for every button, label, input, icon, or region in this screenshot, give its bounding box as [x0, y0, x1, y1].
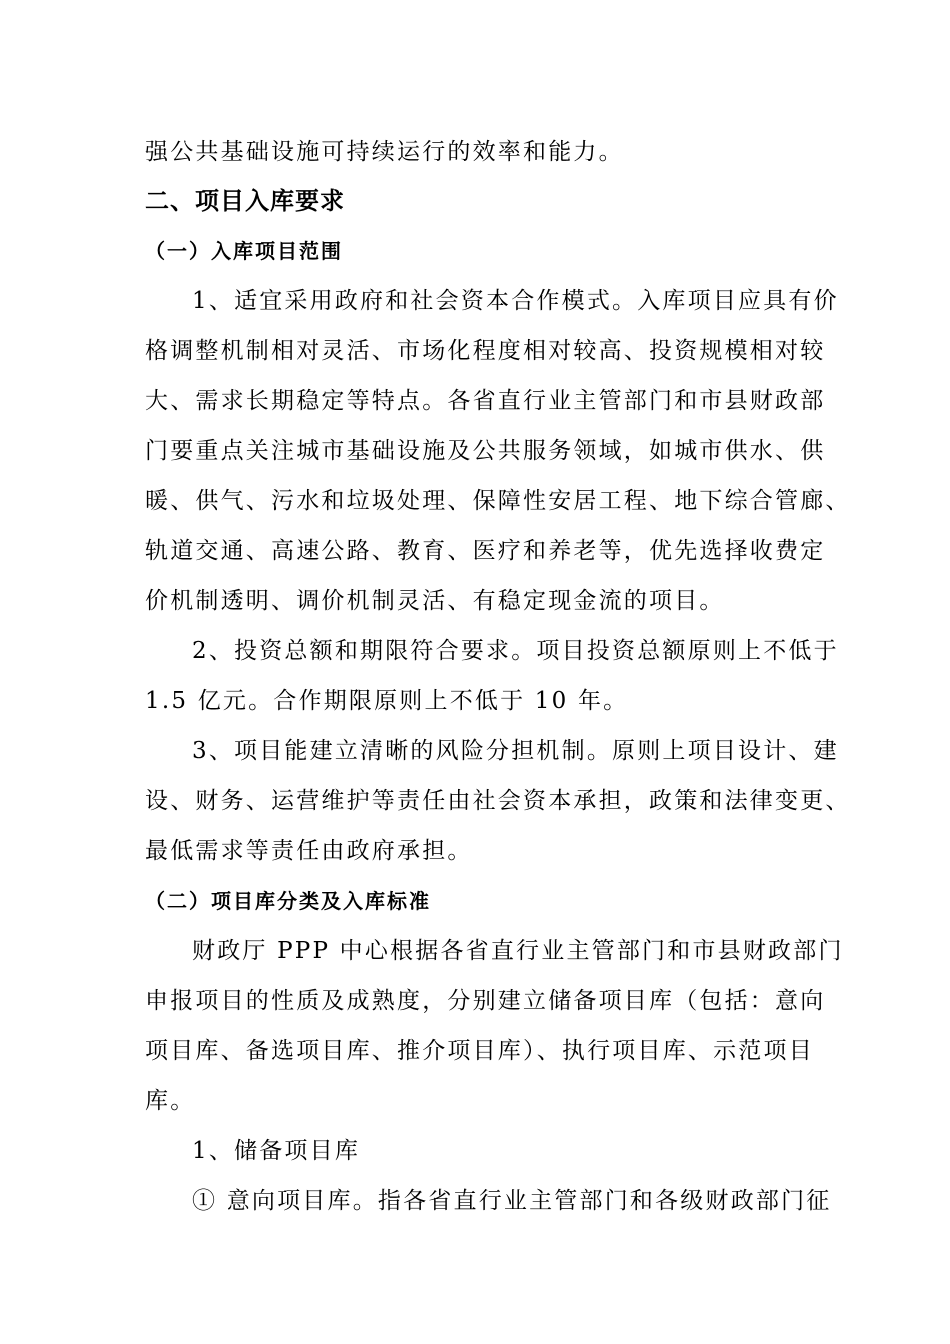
- paragraph-line: ① 意向项目库。指各省直行业主管部门和各级财政部门征: [192, 1188, 832, 1214]
- paragraph-line: 1、适宜采用政府和社会资本合作模式。入库项目应具有价: [192, 288, 839, 314]
- paragraph-line: 申报项目的性质及成熟度，分别建立储备项目库（包括：意向: [145, 988, 826, 1014]
- paragraph-line: 设、财务、运营维护等责任由社会资本承担，政策和法律变更、: [145, 788, 851, 814]
- paragraph-line: 轨道交通、高速公路、教育、医疗和养老等，优先选择收费定: [145, 538, 826, 564]
- paragraph-line: 1.5 亿元。合作期限原则上不低于 10 年。: [145, 688, 629, 714]
- section-heading: 二、项目入库要求: [145, 187, 345, 215]
- subsection-heading: （一）入库项目范围: [145, 239, 343, 263]
- paragraph-line: 库。: [145, 1088, 196, 1114]
- paragraph-line: 暖、供气、污水和垃圾处理、保障性安居工程、地下综合管廊、: [145, 488, 851, 514]
- paragraph-line: 强公共基础设施可持续运行的效率和能力。: [145, 139, 624, 165]
- paragraph-line: 2、投资总额和期限符合要求。项目投资总额原则上不低于: [192, 638, 839, 664]
- paragraph-line: 价机制透明、调价机制灵活、有稳定现金流的项目。: [145, 588, 725, 614]
- paragraph-line: 大、需求长期稳定等特点。各省直行业主管部门和市县财政部: [145, 388, 826, 414]
- paragraph-line: 格调整机制相对灵活、市场化程度相对较高、投资规模相对较: [145, 338, 826, 364]
- paragraph-line: 1、储备项目库: [192, 1138, 361, 1164]
- paragraph-line: 门要重点关注城市基础设施及公共服务领域，如城市供水、供: [145, 438, 826, 464]
- paragraph-line: 最低需求等责任由政府承担。: [145, 838, 473, 864]
- paragraph-line: 3、项目能建立清晰的风险分担机制。原则上项目设计、建: [192, 738, 839, 764]
- subsection-heading: （二）项目库分类及入库标准: [145, 889, 431, 913]
- paragraph-line: 财政厅 PPP 中心根据各省直行业主管部门和市县财政部门: [192, 938, 844, 964]
- paragraph-line: 项目库、备选项目库、推介项目库）、执行项目库、示范项目: [145, 1038, 814, 1064]
